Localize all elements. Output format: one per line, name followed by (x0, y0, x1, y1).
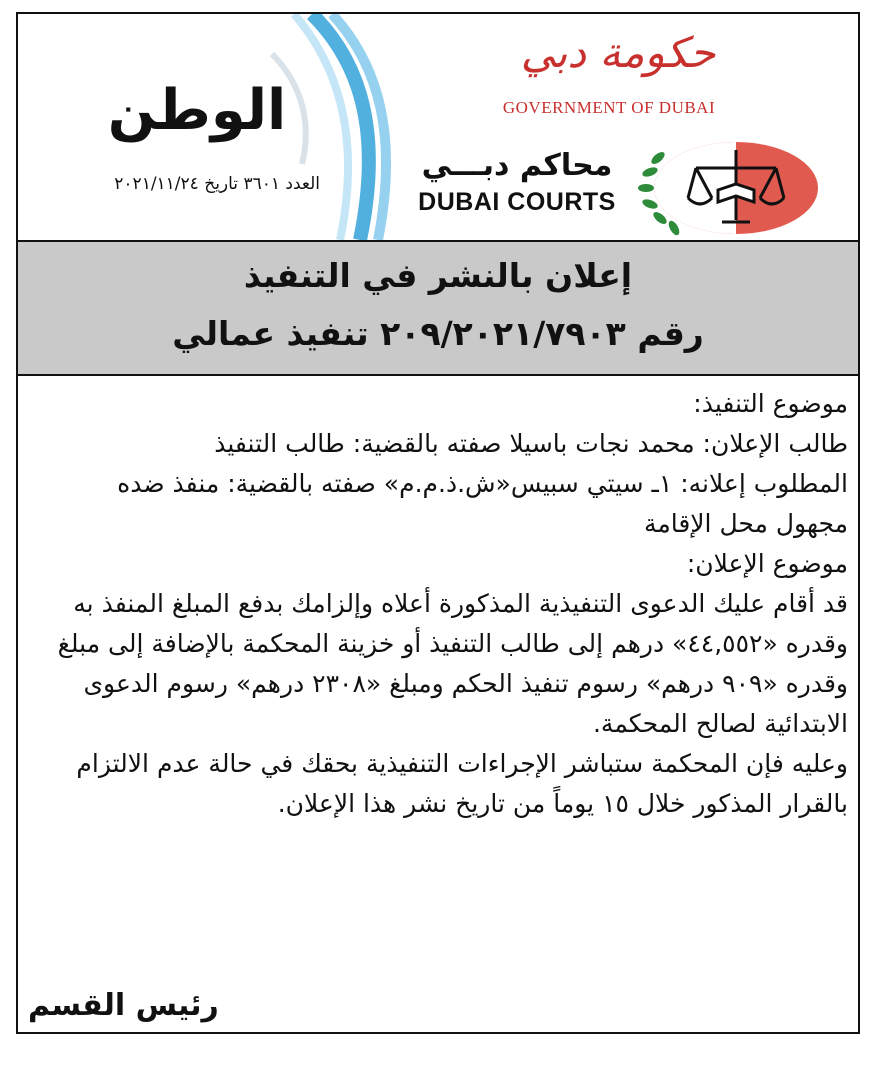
paragraph-subject-heading: موضوع التنفيذ: (693, 389, 848, 418)
courts-english-name: DUBAI COURTS (418, 188, 616, 216)
signature-department-head: رئيس القسم (28, 988, 219, 1023)
dubai-courts-emblem (628, 128, 840, 240)
paragraph-requester: طالب الإعلان: محمد نجات باسيلا صفته بالقضية: طالب التنفيذ (214, 429, 848, 458)
government-arabic-logo: حكومة دبي (520, 28, 716, 77)
case-number: رقم ٢٠٩/٢٠٢١/٧٩٠٣ تنفيذ عمالي (172, 314, 704, 353)
courts-arabic-name: محاكم دبـــي (421, 148, 613, 183)
paragraph-respondent: المطلوب إعلانه: ١ـ سيتي سبيس«ش.ذ.م.م» صفته بالقضية: منفذ ضده (117, 469, 848, 498)
title-bar (18, 240, 858, 376)
paragraph-notice-heading: موضوع الإعلان: (686, 549, 848, 578)
issue-date-line: العدد ٣٦٠١ تاريخ ٢٠٢١/١١/٢٤ (114, 174, 320, 194)
announcement-title: إعلان بالنشر في التنفيذ (243, 256, 633, 295)
announcement-frame (16, 12, 860, 1034)
paragraph-deadline: وعليه فإن المحكمة ستباشر الإجراءات التنفيذية بحقك في حالة عدم الالتزام بالقرار المذكور خلال ١٥ يوماً من تاريخ نشر هذا الإعلان. (76, 749, 848, 818)
header (18, 14, 858, 240)
announcement-body (30, 384, 848, 824)
newspaper-logo: الوطن (107, 78, 287, 143)
paragraph-residence: مجهول محل الإقامة (643, 509, 848, 538)
government-english-name: GOVERNMENT OF DUBAI (502, 98, 716, 117)
paragraph-claim: قد أقام عليك الدعوى التنفيذية المذكورة أعلاه وإلزامك بدفع المبلغ المنفذ به وقدره «٤٤,٥٥٢» درهم إلى طالب التنفيذ أو خزينة المحكمة بالإضافة إلى مبلغ وقدره «٩٠٩ درهم» رسوم تنفيذ الحكم ومبلغ «٢٣٠٨ درهم» رسوم الدعوى الابتدائية لصالح المحكمة. (57, 589, 848, 738)
